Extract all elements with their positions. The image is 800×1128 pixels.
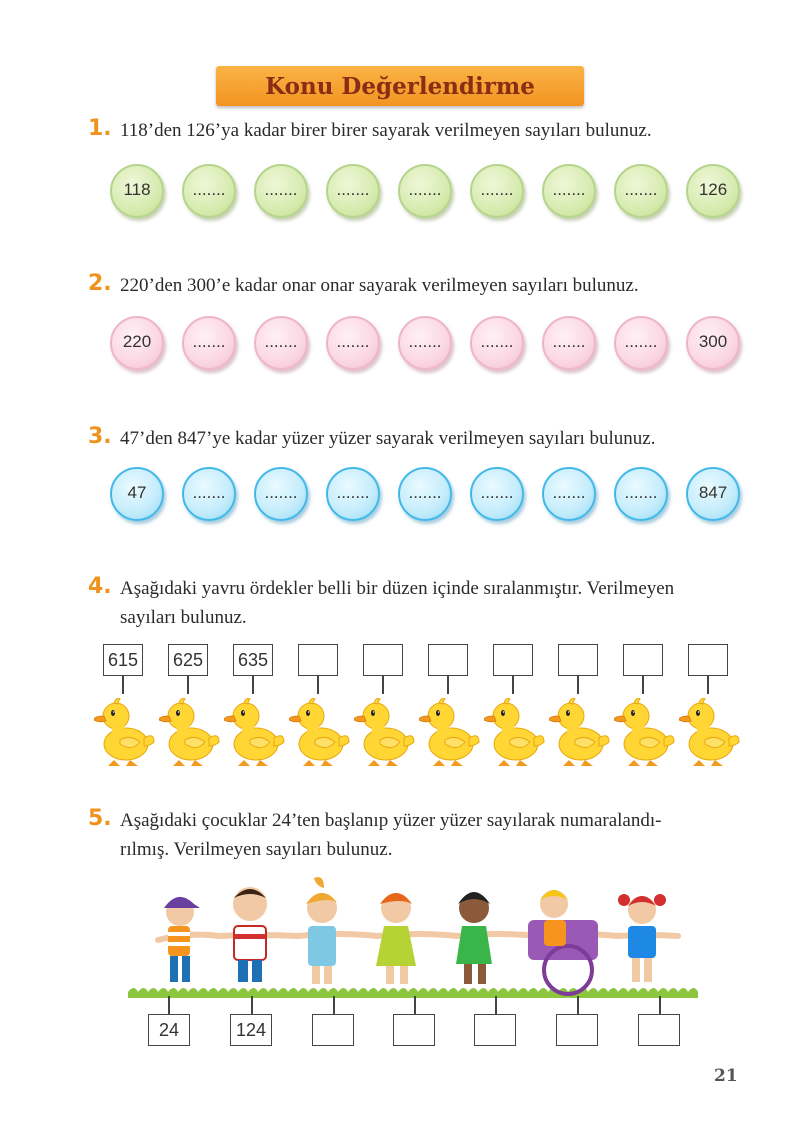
number-ball[interactable]: 47 [110, 467, 164, 521]
connector-line [642, 676, 644, 694]
connector-line [122, 676, 124, 694]
duck-icon [484, 694, 546, 768]
duck-number-box[interactable]: 625 [168, 644, 208, 676]
number-ball[interactable]: ....... [614, 467, 668, 521]
question-2-number-balls [110, 316, 750, 372]
duck-icon [159, 694, 221, 768]
kid-number-box[interactable]: 24 [148, 1014, 190, 1046]
connector-line [447, 676, 449, 694]
question-4-text-line-2: sayıları bulunuz. [120, 607, 247, 628]
number-ball[interactable]: 220 [110, 316, 164, 370]
question-5-number: 5. [88, 806, 112, 831]
number-ball[interactable]: ....... [398, 467, 452, 521]
number-ball[interactable]: ....... [398, 316, 452, 370]
number-ball[interactable]: ....... [182, 316, 236, 370]
duck-number-box[interactable]: 615 [103, 644, 143, 676]
connector-line [495, 996, 497, 1014]
number-ball[interactable]: ....... [254, 467, 308, 521]
question-4-number: 4. [88, 574, 112, 599]
duck-number-box[interactable] [428, 644, 468, 676]
connector-line [187, 676, 189, 694]
number-ball[interactable]: ....... [470, 467, 524, 521]
question-3-number-balls [110, 467, 750, 523]
duck-icon [289, 694, 351, 768]
number-ball[interactable]: ....... [470, 164, 524, 218]
number-ball[interactable]: ....... [614, 316, 668, 370]
duck-icon [679, 694, 741, 768]
number-ball[interactable]: ....... [326, 164, 380, 218]
connector-line [512, 676, 514, 694]
connector-line [414, 996, 416, 1014]
duck-number-box[interactable] [298, 644, 338, 676]
page-title: Konu Değerlendirme [265, 72, 535, 100]
connector-line [317, 676, 319, 694]
question-5-text-line-2: rılmış. Verilmeyen sayıları bulunuz. [120, 839, 393, 860]
duck-number-box[interactable]: 635 [233, 644, 273, 676]
duck-number-box[interactable] [688, 644, 728, 676]
number-ball[interactable]: ....... [614, 164, 668, 218]
connector-line [168, 996, 170, 1014]
kid-number-box[interactable] [556, 1014, 598, 1046]
question-5-text-line-1: Aşağıdaki çocuklar 24’ten başlanıp yüzer yüzer sayılarak numaralandı- [120, 810, 662, 831]
question-5-text [120, 806, 760, 864]
duck-icon [419, 694, 481, 768]
question-1-number-balls [110, 164, 750, 220]
connector-line [333, 996, 335, 1014]
number-ball[interactable]: ....... [182, 164, 236, 218]
number-ball[interactable]: ....... [542, 164, 596, 218]
kid-number-box[interactable] [312, 1014, 354, 1046]
duck-icon [224, 694, 286, 768]
number-ball[interactable]: ....... [254, 316, 308, 370]
number-ball[interactable]: ....... [182, 467, 236, 521]
number-ball[interactable]: 300 [686, 316, 740, 370]
number-ball[interactable]: ....... [254, 164, 308, 218]
kid-number-box[interactable]: 124 [230, 1014, 272, 1046]
number-ball[interactable]: ....... [542, 316, 596, 370]
number-ball[interactable]: ....... [326, 467, 380, 521]
number-ball[interactable]: ....... [326, 316, 380, 370]
children-holding-hands-illustration [128, 874, 720, 1002]
number-ball[interactable]: 126 [686, 164, 740, 218]
connector-line [382, 676, 384, 694]
number-ball[interactable]: 847 [686, 467, 740, 521]
connector-line [577, 676, 579, 694]
kid-number-box[interactable] [638, 1014, 680, 1046]
question-1-text: 118’den 126’ya kadar birer birer sayarak verilmeyen sayıları bulunuz. [120, 120, 652, 141]
title-banner [216, 66, 584, 106]
question-4-text-line-1: Aşağıdaki yavru ördekler belli bir düzen içinde sıralanmıştır. Verilmeyen [120, 578, 675, 599]
number-ball[interactable]: ....... [542, 467, 596, 521]
connector-line [577, 996, 579, 1014]
number-ball[interactable]: ....... [470, 316, 524, 370]
connector-line [251, 996, 253, 1014]
number-ball[interactable]: ....... [398, 164, 452, 218]
connector-line [659, 996, 661, 1014]
question-4-text [120, 574, 760, 632]
duck-icon [549, 694, 611, 768]
connector-line [707, 676, 709, 694]
question-2-text: 220’den 300’e kadar onar onar sayarak verilmeyen sayıları bulunuz. [120, 275, 639, 296]
question-1-number: 1. [88, 116, 112, 141]
question-3-text: 47’den 847’ye kadar yüzer yüzer sayarak verilmeyen sayıları bulunuz. [120, 428, 656, 449]
duck-number-box[interactable] [558, 644, 598, 676]
kid-number-box[interactable] [474, 1014, 516, 1046]
duck-icon [614, 694, 676, 768]
connector-line [252, 676, 254, 694]
question-2-number: 2. [88, 271, 112, 296]
question-3-number: 3. [88, 424, 112, 449]
duck-number-box[interactable] [623, 644, 663, 676]
duck-icon [94, 694, 156, 768]
kid-number-box[interactable] [393, 1014, 435, 1046]
number-ball[interactable]: 118 [110, 164, 164, 218]
duck-number-box[interactable] [363, 644, 403, 676]
page-number: 21 [714, 1066, 738, 1086]
duck-icon [354, 694, 416, 768]
duck-number-box[interactable] [493, 644, 533, 676]
